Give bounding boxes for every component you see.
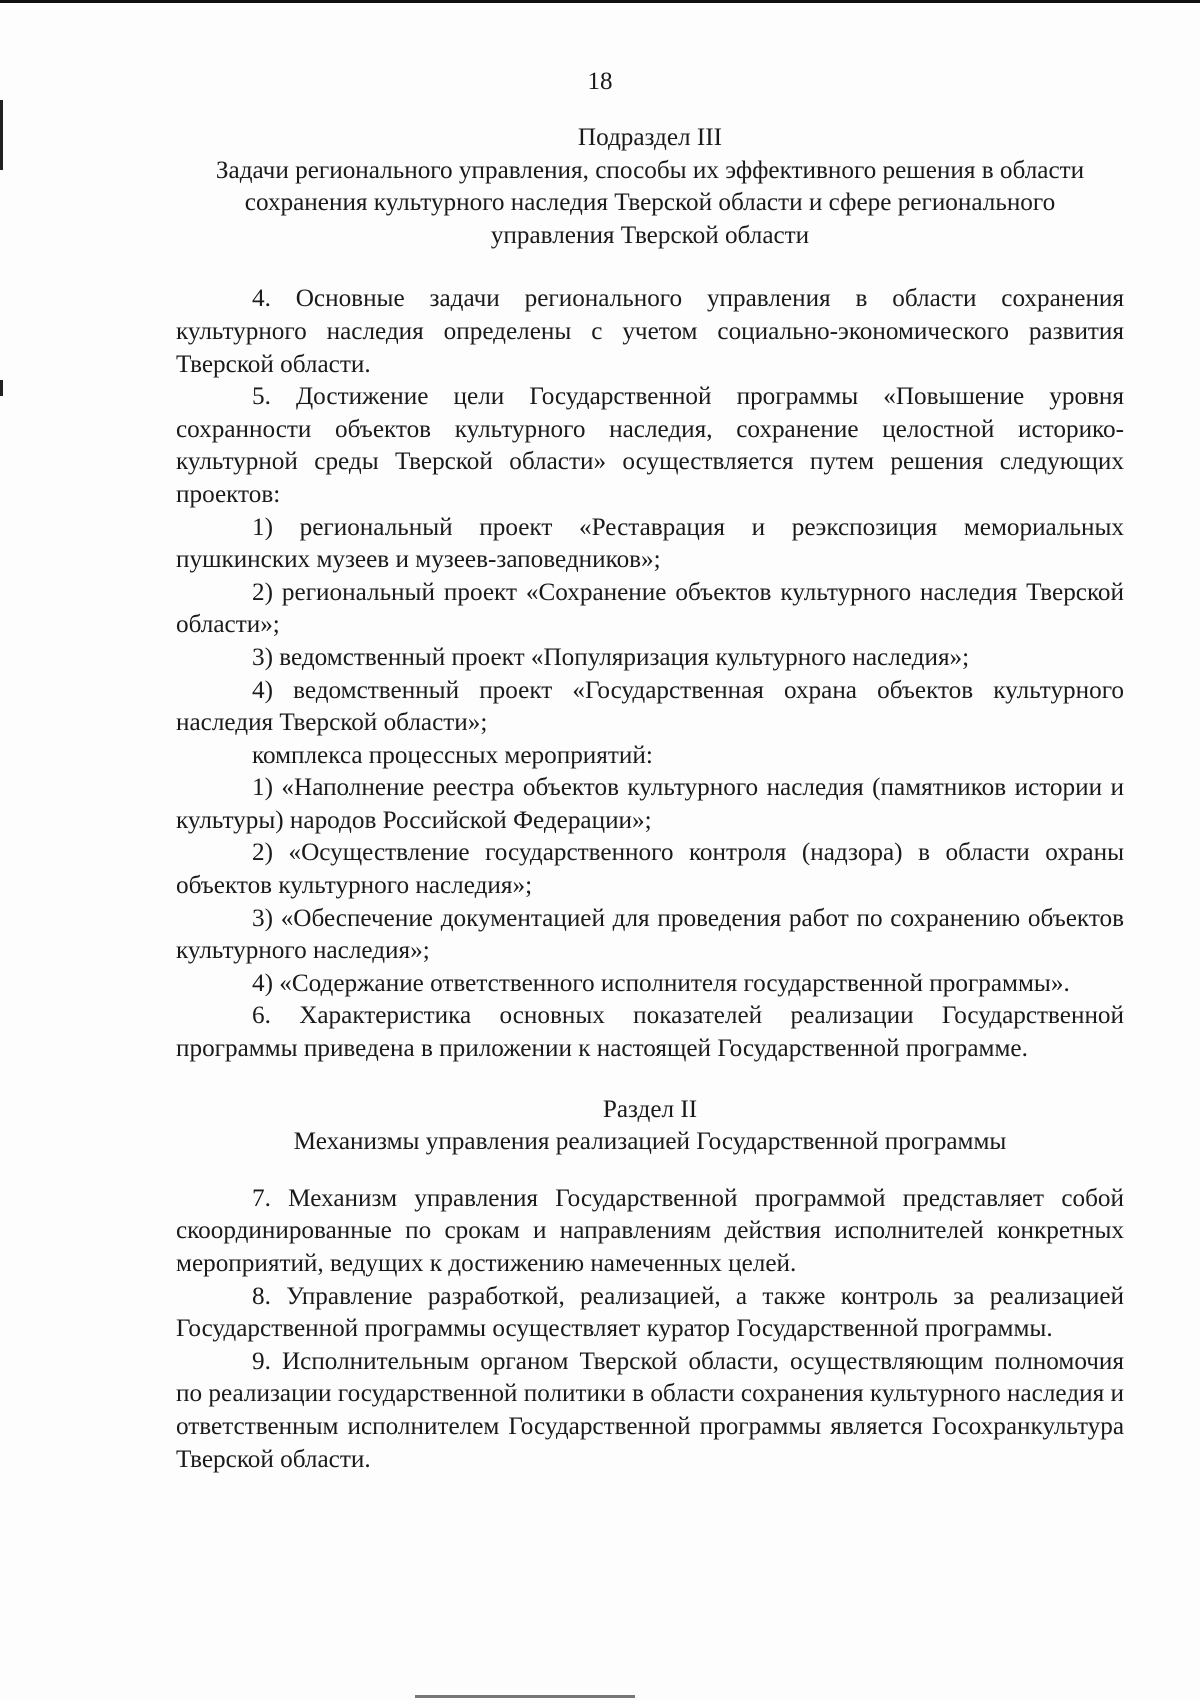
- subsection-paragraphs: [176, 283, 1124, 1065]
- spacer: [176, 1066, 1124, 1094]
- section-paragraphs: [176, 1183, 1124, 1476]
- paragraph: 6. Характеристика основных показателей реализации Государственной программы приведена в приложении к настоящей Государственной программе.: [176, 1002, 1124, 1063]
- scan-top-edge: [0, 0, 1200, 3]
- list-item: 2) региональный проект «Сохранение объектов культурного наследия Тверской области»;: [176, 578, 1124, 639]
- scan-margin-mark: [0, 380, 3, 396]
- paragraph: 7. Механизм управления Государственной программой представляет собой скоординированные по срокам и направлениям действия исполнителей конкретных мероприятий, ведущих к достижению намеченных целей.: [176, 1184, 1124, 1277]
- spacer: [176, 1159, 1124, 1183]
- list-item: 4) ведомственный проект «Государственная охрана объектов культурного наследия Тверской области»;: [176, 676, 1124, 737]
- list-item: 3) «Обеспечение документацией для проведения работ по сохранению объектов культурного наследия»;: [176, 904, 1124, 965]
- subsection-label: Подраздел III: [577, 124, 723, 151]
- section-label: Раздел II: [602, 1095, 698, 1123]
- spacer: [176, 252, 1124, 283]
- paragraph: 4. Основные задачи регионального управления в области сохранения культурного наследия определены с учетом социально-экономического развития Тверской области.: [176, 285, 1124, 378]
- list-item: 1) «Наполнение реестра объектов культурного наследия (памятников истории и культуры) народов Российской Федерации»;: [176, 774, 1124, 834]
- list-item: 4) «Содержание ответственного исполнителя государственной программы».: [252, 969, 1070, 997]
- list-item: 3) ведомственный проект «Популяризация культурного наследия»;: [252, 643, 970, 671]
- paragraph: 9. Исполнительным органом Тверской области, осуществляющим полномочия по реализации государственной политики в области сохранения культурного наследия и ответственным исполнителем Государственной программы является Госохранкультура Тверской области.: [176, 1347, 1124, 1473]
- paragraph: комплекса процессных мероприятий:: [252, 741, 653, 769]
- list-item: 1) региональный проект «Реставрация и реэкспозиция мемориальных пушкинских музеев и музеев-заповедников»;: [176, 513, 1124, 574]
- list-item: 2) «Осуществление государственного контроля (надзора) в области охраны объектов культурного наследия»;: [176, 839, 1124, 900]
- subsection-title: Задачи регионального управления, способы их эффективного решения в области сохранения культурного наследия Тверской области и сфере регионального управления Тверской области: [215, 156, 1085, 249]
- scan-bottom-line: [415, 1695, 635, 1698]
- paragraph: 8. Управление разработкой, реализацией, а также контроль за реализацией Государственной программы осуществляет куратор Государственной программы.: [176, 1282, 1124, 1343]
- document-body: [176, 122, 1124, 1476]
- page-number: 18: [587, 68, 613, 95]
- section-title: Механизмы управления реализацией Государственной программы: [293, 1128, 1007, 1156]
- paragraph: 5. Достижение цели Государственной программы «Повышение уровня сохранности объектов культурного наследия, сохранение целостной историко-культурной среды Тверской области» осуществляется путем решения следующих проектов:: [176, 383, 1124, 508]
- scan-margin-mark: [0, 100, 3, 170]
